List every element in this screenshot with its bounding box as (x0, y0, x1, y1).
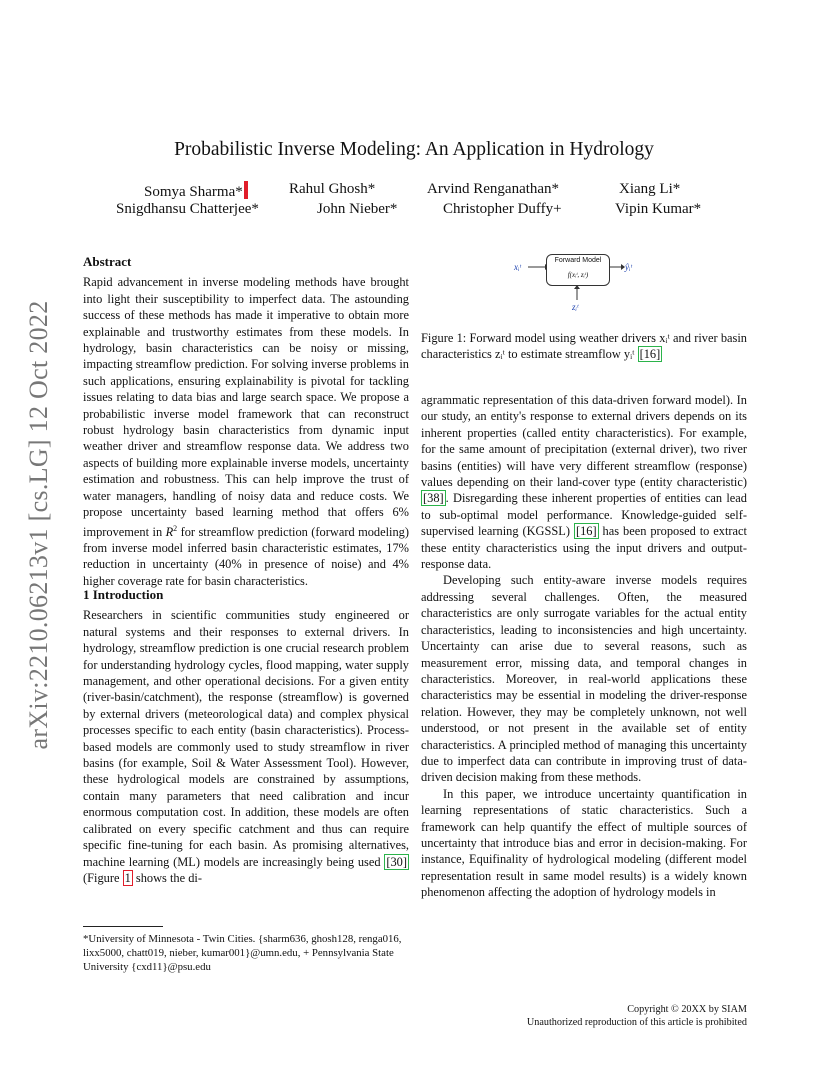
citation-link[interactable]: [38] (423, 491, 444, 506)
footnote-divider (83, 926, 163, 927)
abstract-text: Rapid advancement in inverse modeling methods have brought into light their susceptibility to imperfect data. The astounding success of these methods has made it imperative to obtain more explainable and trustworthy estimates from these models. In hydrology, basin characteristics can be noisy or missing, impacting streamflow prediction. For solving inverse problems in such applications, ensuring explainability is pivotal for tackling issues relating to data bias and large search space. We propose a probabilistic inverse model framework that can reconstruct robust hydrology basin characteristics from dynamic input weather driver and streamflow response data. We address two aspects of building more explainable inverse models, uncertainty estimation and robustness. This can help improve the trust of water managers, handling of noisy data and reduce costs. We propose uncertainty based learning method that offers 6% improvement in $R^2$ for streamflow prediction (forward modeling) from inverse model inferred basin characteristic estimates, 17% reduction in uncertainty (40% in presence of noise) and 4% higher coverage rate for basin characteristics. (83, 275, 410, 588)
forward-model-figure (508, 252, 648, 320)
author-name: Arvind Renganathan* (427, 181, 560, 197)
arxiv-identifier (24, 290, 54, 760)
paragraph: In this paper, we introduce uncertainty quantification in learning representations of static characteristics. Such a framework can help quantify the effect of multiple sources of uncertainty that introduce bias and error in decision-making. For instance, Equifinality of hydrological modeling (different model representation result in same model results) is a widely known phenomenon affecting the adoption of hydrology models in (421, 786, 747, 900)
abstract-section (83, 254, 409, 589)
footnote: *University of Minnesota - Twin Cities. {sharm636, ghosh128, renga016, lixx5000, chatt019, nieber, kumar001}@umn.edu, + Pennsylvania State University {cxd11}@psu.edu (83, 933, 402, 973)
author-name: Christopher Duffy+ (443, 201, 562, 217)
introduction-text: Researchers in scientific communities study engineered or natural systems and their responses to external drivers. In hydrology, streamflow prediction is one crucial research problem for understanding hydrology cycles, flood mapping, water supply management, and other operational decisions. For a given entity (river-basin/catchment), the response (streamflow) is governed by external drivers (meteorological data) and complex physical processes specific to each entity (basin characteristics). Process-based models are commonly used to study streamflow in river basins (for example, Soil & Water Assessment Tool). However, these hydrological models are constrained by assumptions, contain many parameters that need calibration and incur enormous computation cost. In addition, these models are often calibrated on every specific catchment and thus can require specific fine-tuning for each basin. As promising alternatives, machine learning (ML) models are increasingly being used [30] (Figure 1 shows the di- (83, 608, 409, 885)
copyright-notice (527, 1003, 747, 1029)
figure-caption: Figure 1: Forward model using weather drivers xᵢᵗ and river basin characteristics zᵢᵗ to estimate streamflow yᵢᵗ [16] (421, 331, 747, 362)
citation-link[interactable]: [16] (575, 524, 597, 539)
introduction-section (83, 587, 409, 886)
citation-link[interactable]: [16] (639, 347, 661, 362)
output-variable: ŷᵢᵗ (625, 262, 632, 272)
input-variable: xᵢᵗ (514, 262, 521, 272)
author-name: Somya Sharma* (144, 181, 248, 201)
characteristic-variable: zᵢᵗ (572, 302, 579, 312)
figure-link[interactable]: 1 (124, 870, 131, 885)
paragraph: Developing such entity-aware inverse models requires addressing several challenges. Often, the measured characteristics are only surrogate variables for the actual entity characteristics, leading to inconsistencies and high uncertainty. Uncertainty can arise due to several reasons, such as measurement error, missing data, and temporal changes in characteristics. Moreover, in real-world applications these characteristics may be essential in modeling the driver-response relation. However, they may be completely unknown, not well understood, or not present in the available set of entity characteristics. A principled method of managing this uncertainty due to imperfect data can contribute in improving trust of data-driven decision making from these methods. (421, 573, 747, 785)
forward-model-function: f(xᵢᵗ, zᵢᵗ) (567, 271, 589, 279)
forward-model-box (546, 254, 610, 286)
copyright-line: Unauthorized reproduction of this article is prohibited (526, 1017, 747, 1028)
text-cursor (244, 181, 248, 199)
author-name: Vipin Kumar* (615, 201, 702, 217)
paragraph: agrammatic representation of this data-driven forward model). In our study, an entity's response to external drivers depends on its inherent properties (called entity characteristics). For example, for the same amount of precipitation (external driver), two river basins (entities) will have very different streamflow (response) values depending on their land-cover type (entity characteristic) [38] . Disregarding these inherent properties of entities can lead to sub-optimal model performance. Knowledge-guided self-supervised learning (KGSSL) [16] has been proposed to extract these entity characteristics using the input drivers and output-response data. (421, 393, 747, 572)
author-name: Xiang Li* (619, 181, 681, 197)
arxiv-identifier-text: arXiv:2210.06213v1 [cs.LG] 12 Oct 2022 (24, 300, 53, 750)
citation-link[interactable]: [30] (386, 854, 407, 869)
copyright-line: Copyright © 20XX by SIAM (627, 1004, 747, 1015)
paper-title: Probabilistic Inverse Modeling: An Application in Hydrology (174, 139, 654, 160)
author-name: Rahul Ghosh* (289, 181, 376, 197)
author-name: Snigdhansu Chatterjee* (116, 201, 259, 217)
abstract-heading: Abstract (83, 254, 132, 269)
introduction-heading: 1 Introduction (83, 587, 164, 602)
forward-model-label: Forward Model (554, 257, 602, 264)
right-column-text (421, 392, 747, 901)
author-name: John Nieber* (317, 201, 398, 217)
